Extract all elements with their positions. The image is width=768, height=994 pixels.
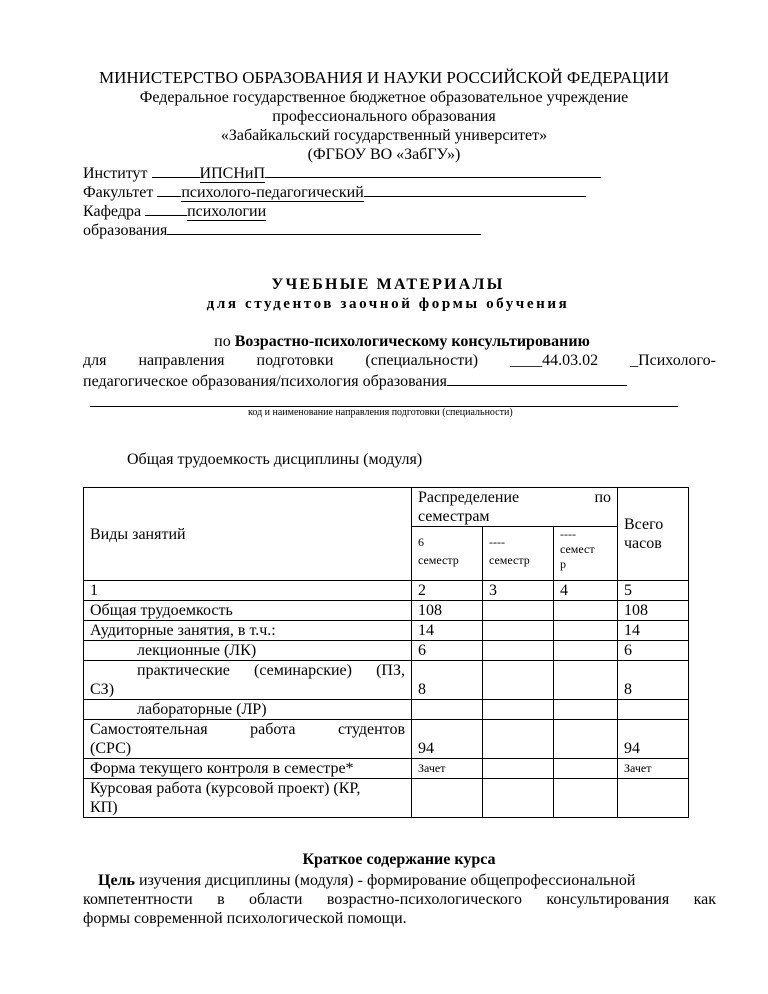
direction-word: подготовки <box>256 352 334 369</box>
goal-label: Цель <box>98 872 135 889</box>
row-label-line: (СРС) <box>90 740 132 757</box>
underline <box>364 182 586 197</box>
table-cell: 3 <box>483 581 554 601</box>
institute-label: Институт <box>83 165 148 182</box>
document-subtitle: для студентов заочной формы обучения <box>206 296 570 312</box>
table-cell: 14 <box>618 621 689 641</box>
institute-field <box>83 163 601 183</box>
workload-table <box>83 487 689 818</box>
discipline-name: Возрастно-психологическому консультированию <box>234 333 590 350</box>
table-cell: Зачет <box>412 759 483 779</box>
table-cell <box>483 641 554 661</box>
goal-text: изучения дисциплины (модуля) - формирование общепрофессиональной <box>138 872 636 889</box>
row-label-line: практические (семинарские) (ПЗ, <box>137 662 405 679</box>
table-cell: 6 <box>412 641 483 661</box>
table-cell <box>483 621 554 641</box>
table-row <box>84 581 689 601</box>
table-row <box>84 700 689 720</box>
table-header-row <box>84 488 689 527</box>
institute-value: ИПСНиП <box>199 165 265 182</box>
direction-word: (специальности) <box>365 352 479 369</box>
table-cell: 2 <box>412 581 483 601</box>
row-label <box>84 661 412 700</box>
table-cell: 108 <box>618 601 689 621</box>
table-cell <box>554 720 618 759</box>
semester-text: 6 <box>418 535 424 549</box>
discipline-line <box>18 333 768 351</box>
underline <box>167 220 481 235</box>
row-label <box>84 720 412 759</box>
table-cell <box>483 700 554 720</box>
direction-word: для <box>83 352 107 369</box>
table-cell: 1 <box>84 581 412 601</box>
direction-line1 <box>83 352 716 370</box>
row-label: лабораторные (ЛР) <box>84 700 412 720</box>
semester-text: р <box>560 557 566 571</box>
table-cell <box>554 641 618 661</box>
table-row <box>84 621 689 641</box>
semester-3-header <box>554 527 618 581</box>
table-cell: 94 <box>412 720 483 759</box>
table-cell <box>554 779 618 818</box>
header-kinds: Виды занятий <box>84 488 412 581</box>
table-cell: 14 <box>412 621 483 641</box>
table-cell <box>554 661 618 700</box>
direction-code: ____44.03.02 <box>510 352 599 369</box>
code-caption: код и наименование направления подготовки (специальности) <box>248 407 513 418</box>
goal-line1 <box>98 872 635 890</box>
department-value: психологии <box>187 203 267 220</box>
underline <box>447 371 627 386</box>
row-label-line: Самостоятельная работа студентов <box>90 721 405 738</box>
department-label: Кафедра <box>83 203 142 220</box>
table-cell <box>412 779 483 818</box>
semester-1-header <box>412 527 483 581</box>
document-title: УЧЕБНЫЕ МАТЕРИАЛЫ <box>271 276 505 293</box>
row-label: Форма текущего контроля в семестре* <box>84 759 412 779</box>
table-cell <box>483 661 554 700</box>
row-label-line: Курсовая работа (курсовой проект) (КР, <box>90 780 361 797</box>
table-cell: 5 <box>618 581 689 601</box>
institution-line1: Федеральное государственное бюджетное образовательное учреждение <box>139 89 629 106</box>
table-cell: 6 <box>618 641 689 661</box>
table-cell <box>412 700 483 720</box>
row-label-line: СЗ) <box>90 681 115 698</box>
department-cont-text: образования <box>83 222 168 239</box>
institution-line2: профессионального образования <box>272 108 496 125</box>
semester-2-header <box>483 527 554 581</box>
university-short-name: (ФГБОУ ВО «ЗабГУ») <box>307 146 461 163</box>
header-dist-word: по <box>594 489 611 506</box>
direction-word: направления <box>138 352 225 369</box>
underline <box>152 163 200 178</box>
faculty-field <box>83 182 586 202</box>
table-cell: 8 <box>618 661 689 700</box>
header-total: Всего часов <box>618 488 689 581</box>
table-cell: 108 <box>412 601 483 621</box>
workload-title: Общая трудоемкость дисциплины (модуля) <box>127 451 423 468</box>
table-cell <box>483 601 554 621</box>
table-row <box>84 720 689 759</box>
discipline-prefix: по <box>214 333 231 350</box>
table-cell: 4 <box>554 581 618 601</box>
header-dist-word: семестрам <box>418 508 490 525</box>
department-field <box>83 201 266 221</box>
row-label: Аудиторные занятия, в т.ч.: <box>84 621 412 641</box>
goal-line3: формы современной психологической помощи. <box>83 910 407 927</box>
semester-text: ---- <box>489 535 505 549</box>
table-cell: 94 <box>618 720 689 759</box>
department-continuation <box>83 220 481 240</box>
table-cell <box>554 759 618 779</box>
table-row <box>84 661 689 700</box>
table-cell: Зачет <box>618 759 689 779</box>
row-label: Общая трудоемкость <box>84 601 412 621</box>
faculty-value: психолого-педагогический <box>181 184 364 201</box>
table-row <box>84 601 689 621</box>
table-cell <box>483 779 554 818</box>
table-row <box>84 779 689 818</box>
ministry-title: МИНИСТЕРСТВО ОБРАЗОВАНИЯ И НАУКИ РОССИЙСКОЙ ФЕДЕРАЦИИ <box>98 68 670 87</box>
university-name: «Забайкальский государственный университет» <box>220 127 548 144</box>
underline <box>265 163 601 178</box>
table-row <box>84 759 689 779</box>
row-label: лекционные (ЛК) <box>84 641 412 661</box>
table-cell <box>483 720 554 759</box>
direction-word: _Психолого- <box>630 352 716 369</box>
table-cell <box>618 779 689 818</box>
table-cell <box>554 601 618 621</box>
summary-heading: Краткое содержание курса <box>302 851 496 868</box>
faculty-label: Факультет <box>83 184 154 201</box>
table-cell <box>618 700 689 720</box>
semester-text: семестр <box>418 553 459 567</box>
table-cell <box>483 759 554 779</box>
row-label <box>84 779 412 818</box>
table-row <box>84 641 689 661</box>
row-label-line: КП) <box>90 799 118 816</box>
table-cell <box>554 700 618 720</box>
goal-line2: компетентности в области возрастно-психологического консультирования как <box>83 891 716 908</box>
underline <box>145 201 187 216</box>
semester-text: семест <box>560 542 595 556</box>
direction-line2 <box>83 371 627 391</box>
semester-text: ---- <box>560 527 576 541</box>
table-cell: 8 <box>412 661 483 700</box>
header-dist-word: Распределение <box>418 489 520 506</box>
semester-text: семестр <box>489 553 530 567</box>
table-cell <box>554 621 618 641</box>
underline <box>157 182 181 197</box>
header-distribution <box>412 488 618 527</box>
direction-text: педагогическое образования/психология образования <box>83 373 448 390</box>
